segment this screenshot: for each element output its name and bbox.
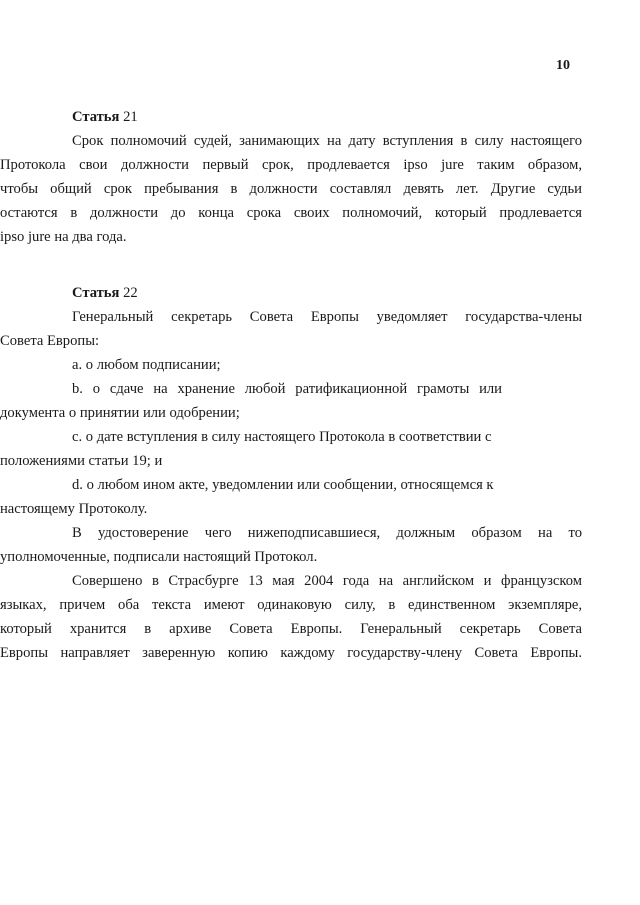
article-21-heading (72, 105, 582, 129)
article-22-done-line: который хранится в архиве Совета Европы. Генеральный секретарь Совета (0, 621, 582, 637)
article-21-line: Срок полномочий судей, занимающих на дату вступления в силу настоящего (72, 133, 582, 149)
article-22-item-c-line: положениями статьи 19; и (0, 453, 163, 469)
article-22-intro-line: Генеральный секретарь Совета Европы уведомляет государства-члены (72, 309, 582, 325)
article-22-item-d (0, 473, 582, 521)
article-22-item-b (0, 377, 582, 425)
article-22-item-d-line: d. о любом ином акте, уведомлении или сообщении, относящемся к (72, 477, 494, 493)
article-22-item-a (72, 353, 582, 377)
article-22-intro-line: Совета Европы: (0, 333, 100, 349)
article-21-line: ipso jure на два года. (0, 229, 127, 245)
document-body (0, 105, 582, 665)
article-21-heading-word: Статья (72, 109, 120, 125)
article-22-item-d-line: настоящему Протоколу. (0, 501, 148, 517)
article-22-heading-word: Статья (72, 285, 120, 301)
article-22-done (0, 569, 582, 665)
article-22-done-line: Европы направляет заверенную копию каждому государству-члену Совета Европы. (0, 645, 582, 661)
article-22-witness-line: уполномоченные, подписали настоящий Протокол. (0, 549, 318, 565)
article-21-line: Протокола свои должности первый срок, продлевается ipso jure таким образом, (0, 157, 582, 173)
article-22-done-line: языках, причем оба текста имеют одинаковую силу, в единственном экземпляре, (0, 597, 582, 613)
article-22-item-a-line: а. о любом подписании; (72, 357, 221, 373)
article-22-item-b-line: b. о сдаче на хранение любой ратификационной грамоты или (72, 381, 502, 397)
article-22-done-line: Совершено в Страсбурге 13 мая 2004 года на английском и французском (72, 573, 582, 589)
article-22-heading-number: 22 (123, 285, 138, 301)
article-21-line: чтобы общий срок пребывания в должности составлял девять лет. Другие судьи (0, 181, 582, 197)
article-22-item-b-line: документа о принятии или одобрении; (0, 405, 240, 421)
page-number: 10 (556, 58, 570, 73)
article-22-item-c (0, 425, 582, 473)
article-22-witness-line: В удостоверение чего нижеподписавшиеся, должным образом на то (72, 525, 582, 541)
article-22-witness (0, 521, 582, 569)
article-22-heading (72, 281, 582, 305)
article-22-item-c-line: с. о дате вступления в силу настоящего Протокола в соответствии с (72, 429, 492, 445)
article-21-line: остаются в должности до конца срока своих полномочий, который продлевается (0, 205, 582, 221)
article-21-paragraph (0, 129, 582, 249)
article-22-intro (0, 305, 582, 353)
article-21-heading-number: 21 (123, 109, 138, 125)
